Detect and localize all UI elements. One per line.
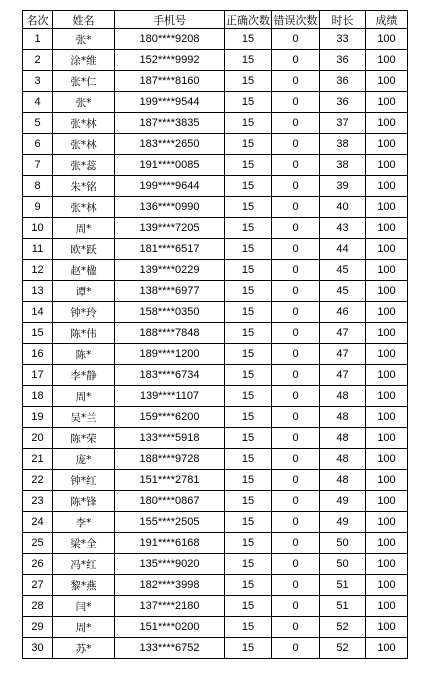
duration-cell: 38 bbox=[320, 155, 366, 176]
duration-cell: 43 bbox=[320, 218, 366, 239]
phone-cell: 139****0229 bbox=[115, 260, 225, 281]
duration-cell: 50 bbox=[320, 554, 366, 575]
rank-cell: 17 bbox=[23, 365, 53, 386]
table-row bbox=[23, 365, 408, 386]
name-cell: 闫* bbox=[53, 596, 115, 617]
table-row bbox=[23, 617, 408, 638]
correct-count-cell: 15 bbox=[225, 260, 272, 281]
correct-count-cell: 15 bbox=[225, 554, 272, 575]
table-row bbox=[23, 113, 408, 134]
correct-count-cell: 15 bbox=[225, 71, 272, 92]
phone-cell: 189****1200 bbox=[115, 344, 225, 365]
duration-cell: 48 bbox=[320, 386, 366, 407]
score-cell: 100 bbox=[366, 512, 408, 533]
correct-count-cell: 15 bbox=[225, 155, 272, 176]
correct-count-cell: 15 bbox=[225, 92, 272, 113]
wrong-count-cell: 0 bbox=[272, 491, 320, 512]
phone-cell: 191****6168 bbox=[115, 533, 225, 554]
phone-cell: 187****3835 bbox=[115, 113, 225, 134]
wrong-count-cell: 0 bbox=[272, 428, 320, 449]
correct-count-cell: 15 bbox=[225, 638, 272, 659]
correct-count-cell: 15 bbox=[225, 134, 272, 155]
correct-count-cell: 15 bbox=[225, 470, 272, 491]
duration-cell: 37 bbox=[320, 113, 366, 134]
duration-cell: 51 bbox=[320, 575, 366, 596]
wrong-count-cell: 0 bbox=[272, 617, 320, 638]
duration-cell: 33 bbox=[320, 29, 366, 50]
duration-cell: 47 bbox=[320, 365, 366, 386]
score-cell: 100 bbox=[366, 260, 408, 281]
table-row bbox=[23, 449, 408, 470]
score-cell: 100 bbox=[366, 428, 408, 449]
table-row bbox=[23, 197, 408, 218]
wrong-count-cell: 0 bbox=[272, 407, 320, 428]
correct-count-cell: 15 bbox=[225, 617, 272, 638]
score-cell: 100 bbox=[366, 344, 408, 365]
name-cell: 梁*全 bbox=[53, 533, 115, 554]
table-row bbox=[23, 638, 408, 659]
phone-cell: 137****2180 bbox=[115, 596, 225, 617]
rank-cell: 7 bbox=[23, 155, 53, 176]
duration-cell: 36 bbox=[320, 50, 366, 71]
header-wrong-count: 错误次数 bbox=[272, 11, 320, 29]
wrong-count-cell: 0 bbox=[272, 596, 320, 617]
rank-cell: 29 bbox=[23, 617, 53, 638]
score-cell: 100 bbox=[366, 617, 408, 638]
duration-cell: 51 bbox=[320, 596, 366, 617]
name-cell: 欧*跃 bbox=[53, 239, 115, 260]
wrong-count-cell: 0 bbox=[272, 344, 320, 365]
name-cell: 涂*维 bbox=[53, 50, 115, 71]
correct-count-cell: 15 bbox=[225, 533, 272, 554]
score-cell: 100 bbox=[366, 281, 408, 302]
rank-cell: 8 bbox=[23, 176, 53, 197]
phone-cell: 135****9020 bbox=[115, 554, 225, 575]
duration-cell: 52 bbox=[320, 617, 366, 638]
wrong-count-cell: 0 bbox=[272, 239, 320, 260]
score-cell: 100 bbox=[366, 155, 408, 176]
wrong-count-cell: 0 bbox=[272, 323, 320, 344]
name-cell: 庞* bbox=[53, 449, 115, 470]
header-rank: 名次 bbox=[23, 11, 53, 29]
name-cell: 陈*伟 bbox=[53, 323, 115, 344]
wrong-count-cell: 0 bbox=[272, 260, 320, 281]
results-table bbox=[22, 10, 408, 659]
duration-cell: 45 bbox=[320, 260, 366, 281]
rank-cell: 20 bbox=[23, 428, 53, 449]
name-cell: 张*仁 bbox=[53, 71, 115, 92]
wrong-count-cell: 0 bbox=[272, 113, 320, 134]
wrong-count-cell: 0 bbox=[272, 638, 320, 659]
wrong-count-cell: 0 bbox=[272, 449, 320, 470]
name-cell: 张* bbox=[53, 29, 115, 50]
rank-cell: 1 bbox=[23, 29, 53, 50]
phone-cell: 151****2781 bbox=[115, 470, 225, 491]
correct-count-cell: 15 bbox=[225, 50, 272, 71]
correct-count-cell: 15 bbox=[225, 365, 272, 386]
name-cell: 张*林 bbox=[53, 113, 115, 134]
score-cell: 100 bbox=[366, 365, 408, 386]
table-row bbox=[23, 155, 408, 176]
name-cell: 陈*荣 bbox=[53, 428, 115, 449]
name-cell: 朱*铭 bbox=[53, 176, 115, 197]
name-cell: 陈*锋 bbox=[53, 491, 115, 512]
wrong-count-cell: 0 bbox=[272, 92, 320, 113]
score-cell: 100 bbox=[366, 323, 408, 344]
table-row bbox=[23, 281, 408, 302]
duration-cell: 39 bbox=[320, 176, 366, 197]
rank-cell: 9 bbox=[23, 197, 53, 218]
duration-cell: 48 bbox=[320, 428, 366, 449]
name-cell: 钟*红 bbox=[53, 470, 115, 491]
phone-cell: 133****5918 bbox=[115, 428, 225, 449]
rank-cell: 2 bbox=[23, 50, 53, 71]
duration-cell: 36 bbox=[320, 71, 366, 92]
phone-cell: 182****3998 bbox=[115, 575, 225, 596]
duration-cell: 48 bbox=[320, 449, 366, 470]
phone-cell: 152****9992 bbox=[115, 50, 225, 71]
duration-cell: 49 bbox=[320, 491, 366, 512]
wrong-count-cell: 0 bbox=[272, 470, 320, 491]
wrong-count-cell: 0 bbox=[272, 554, 320, 575]
table-row bbox=[23, 533, 408, 554]
table-row bbox=[23, 407, 408, 428]
table-row bbox=[23, 575, 408, 596]
score-cell: 100 bbox=[366, 50, 408, 71]
phone-cell: 133****6752 bbox=[115, 638, 225, 659]
correct-count-cell: 15 bbox=[225, 176, 272, 197]
name-cell: 张*林 bbox=[53, 197, 115, 218]
wrong-count-cell: 0 bbox=[272, 533, 320, 554]
duration-cell: 48 bbox=[320, 470, 366, 491]
correct-count-cell: 15 bbox=[225, 386, 272, 407]
table-row bbox=[23, 491, 408, 512]
score-cell: 100 bbox=[366, 596, 408, 617]
phone-cell: 139****7205 bbox=[115, 218, 225, 239]
duration-cell: 50 bbox=[320, 533, 366, 554]
correct-count-cell: 15 bbox=[225, 239, 272, 260]
table-row bbox=[23, 71, 408, 92]
score-cell: 100 bbox=[366, 197, 408, 218]
correct-count-cell: 15 bbox=[225, 344, 272, 365]
table-row bbox=[23, 218, 408, 239]
rank-cell: 25 bbox=[23, 533, 53, 554]
phone-cell: 136****0990 bbox=[115, 197, 225, 218]
phone-cell: 158****0350 bbox=[115, 302, 225, 323]
header-duration: 时长 bbox=[320, 11, 366, 29]
table-row bbox=[23, 470, 408, 491]
rank-cell: 28 bbox=[23, 596, 53, 617]
score-cell: 100 bbox=[366, 134, 408, 155]
wrong-count-cell: 0 bbox=[272, 281, 320, 302]
correct-count-cell: 15 bbox=[225, 302, 272, 323]
score-cell: 100 bbox=[366, 575, 408, 596]
table-row bbox=[23, 554, 408, 575]
phone-cell: 199****9544 bbox=[115, 92, 225, 113]
phone-cell: 181****6517 bbox=[115, 239, 225, 260]
score-cell: 100 bbox=[366, 533, 408, 554]
table-row bbox=[23, 302, 408, 323]
rank-cell: 6 bbox=[23, 134, 53, 155]
rank-cell: 27 bbox=[23, 575, 53, 596]
correct-count-cell: 15 bbox=[225, 197, 272, 218]
rank-cell: 12 bbox=[23, 260, 53, 281]
duration-cell: 45 bbox=[320, 281, 366, 302]
duration-cell: 38 bbox=[320, 134, 366, 155]
header-correct-count: 正确次数 bbox=[225, 11, 272, 29]
name-cell: 张*林 bbox=[53, 134, 115, 155]
phone-cell: 188****7848 bbox=[115, 323, 225, 344]
correct-count-cell: 15 bbox=[225, 281, 272, 302]
correct-count-cell: 15 bbox=[225, 407, 272, 428]
phone-cell: 180****0867 bbox=[115, 491, 225, 512]
table-row bbox=[23, 92, 408, 113]
correct-count-cell: 15 bbox=[225, 596, 272, 617]
score-cell: 100 bbox=[366, 470, 408, 491]
name-cell: 李*静 bbox=[53, 365, 115, 386]
name-cell: 周* bbox=[53, 218, 115, 239]
duration-cell: 52 bbox=[320, 638, 366, 659]
phone-cell: 159****6200 bbox=[115, 407, 225, 428]
table-row bbox=[23, 260, 408, 281]
table-row bbox=[23, 344, 408, 365]
wrong-count-cell: 0 bbox=[272, 155, 320, 176]
score-cell: 100 bbox=[366, 638, 408, 659]
correct-count-cell: 15 bbox=[225, 449, 272, 470]
phone-cell: 138****6977 bbox=[115, 281, 225, 302]
rank-cell: 14 bbox=[23, 302, 53, 323]
name-cell: 周* bbox=[53, 386, 115, 407]
header-score: 成绩 bbox=[366, 11, 408, 29]
score-cell: 100 bbox=[366, 176, 408, 197]
wrong-count-cell: 0 bbox=[272, 302, 320, 323]
table-row bbox=[23, 323, 408, 344]
wrong-count-cell: 0 bbox=[272, 50, 320, 71]
rank-cell: 26 bbox=[23, 554, 53, 575]
duration-cell: 49 bbox=[320, 512, 366, 533]
score-cell: 100 bbox=[366, 29, 408, 50]
wrong-count-cell: 0 bbox=[272, 365, 320, 386]
score-cell: 100 bbox=[366, 386, 408, 407]
score-cell: 100 bbox=[366, 92, 408, 113]
score-cell: 100 bbox=[366, 218, 408, 239]
correct-count-cell: 15 bbox=[225, 29, 272, 50]
correct-count-cell: 15 bbox=[225, 512, 272, 533]
wrong-count-cell: 0 bbox=[272, 176, 320, 197]
wrong-count-cell: 0 bbox=[272, 512, 320, 533]
correct-count-cell: 15 bbox=[225, 575, 272, 596]
rank-cell: 23 bbox=[23, 491, 53, 512]
name-cell: 赵*楹 bbox=[53, 260, 115, 281]
table-row bbox=[23, 596, 408, 617]
name-cell: 谭* bbox=[53, 281, 115, 302]
rank-cell: 19 bbox=[23, 407, 53, 428]
name-cell: 李* bbox=[53, 512, 115, 533]
name-cell: 钟*玲 bbox=[53, 302, 115, 323]
table-row bbox=[23, 386, 408, 407]
score-cell: 100 bbox=[366, 449, 408, 470]
header-name: 姓名 bbox=[53, 11, 115, 29]
rank-cell: 18 bbox=[23, 386, 53, 407]
duration-cell: 47 bbox=[320, 323, 366, 344]
wrong-count-cell: 0 bbox=[272, 134, 320, 155]
header-phone: 手机号 bbox=[115, 11, 225, 29]
duration-cell: 36 bbox=[320, 92, 366, 113]
rank-cell: 3 bbox=[23, 71, 53, 92]
duration-cell: 44 bbox=[320, 239, 366, 260]
phone-cell: 151****0200 bbox=[115, 617, 225, 638]
name-cell: 张*蕊 bbox=[53, 155, 115, 176]
table-row bbox=[23, 134, 408, 155]
phone-cell: 199****9644 bbox=[115, 176, 225, 197]
rank-cell: 16 bbox=[23, 344, 53, 365]
phone-cell: 183****6734 bbox=[115, 365, 225, 386]
wrong-count-cell: 0 bbox=[272, 386, 320, 407]
phone-cell: 188****9728 bbox=[115, 449, 225, 470]
rank-cell: 11 bbox=[23, 239, 53, 260]
rank-cell: 21 bbox=[23, 449, 53, 470]
wrong-count-cell: 0 bbox=[272, 218, 320, 239]
duration-cell: 48 bbox=[320, 407, 366, 428]
wrong-count-cell: 0 bbox=[272, 29, 320, 50]
wrong-count-cell: 0 bbox=[272, 71, 320, 92]
table-row bbox=[23, 512, 408, 533]
header-row bbox=[23, 11, 408, 29]
correct-count-cell: 15 bbox=[225, 218, 272, 239]
phone-cell: 155****2505 bbox=[115, 512, 225, 533]
name-cell: 张* bbox=[53, 92, 115, 113]
score-cell: 100 bbox=[366, 302, 408, 323]
rank-cell: 13 bbox=[23, 281, 53, 302]
table-row bbox=[23, 428, 408, 449]
name-cell: 陈* bbox=[53, 344, 115, 365]
wrong-count-cell: 0 bbox=[272, 575, 320, 596]
correct-count-cell: 15 bbox=[225, 428, 272, 449]
duration-cell: 40 bbox=[320, 197, 366, 218]
name-cell: 冯*红 bbox=[53, 554, 115, 575]
rank-cell: 5 bbox=[23, 113, 53, 134]
score-cell: 100 bbox=[366, 407, 408, 428]
rank-cell: 10 bbox=[23, 218, 53, 239]
correct-count-cell: 15 bbox=[225, 491, 272, 512]
name-cell: 苏* bbox=[53, 638, 115, 659]
duration-cell: 47 bbox=[320, 344, 366, 365]
table-row bbox=[23, 29, 408, 50]
score-cell: 100 bbox=[366, 71, 408, 92]
phone-cell: 180****9208 bbox=[115, 29, 225, 50]
rank-cell: 4 bbox=[23, 92, 53, 113]
rank-cell: 24 bbox=[23, 512, 53, 533]
name-cell: 黎*燕 bbox=[53, 575, 115, 596]
rank-cell: 22 bbox=[23, 470, 53, 491]
table-row bbox=[23, 239, 408, 260]
correct-count-cell: 15 bbox=[225, 113, 272, 134]
phone-cell: 187****8160 bbox=[115, 71, 225, 92]
phone-cell: 139****1107 bbox=[115, 386, 225, 407]
score-cell: 100 bbox=[366, 113, 408, 134]
duration-cell: 46 bbox=[320, 302, 366, 323]
score-cell: 100 bbox=[366, 491, 408, 512]
name-cell: 周* bbox=[53, 617, 115, 638]
phone-cell: 191****0085 bbox=[115, 155, 225, 176]
wrong-count-cell: 0 bbox=[272, 197, 320, 218]
phone-cell: 183****2650 bbox=[115, 134, 225, 155]
correct-count-cell: 15 bbox=[225, 323, 272, 344]
rank-cell: 30 bbox=[23, 638, 53, 659]
table-row bbox=[23, 176, 408, 197]
score-cell: 100 bbox=[366, 239, 408, 260]
rank-cell: 15 bbox=[23, 323, 53, 344]
name-cell: 吴*兰 bbox=[53, 407, 115, 428]
score-cell: 100 bbox=[366, 554, 408, 575]
table-row bbox=[23, 50, 408, 71]
